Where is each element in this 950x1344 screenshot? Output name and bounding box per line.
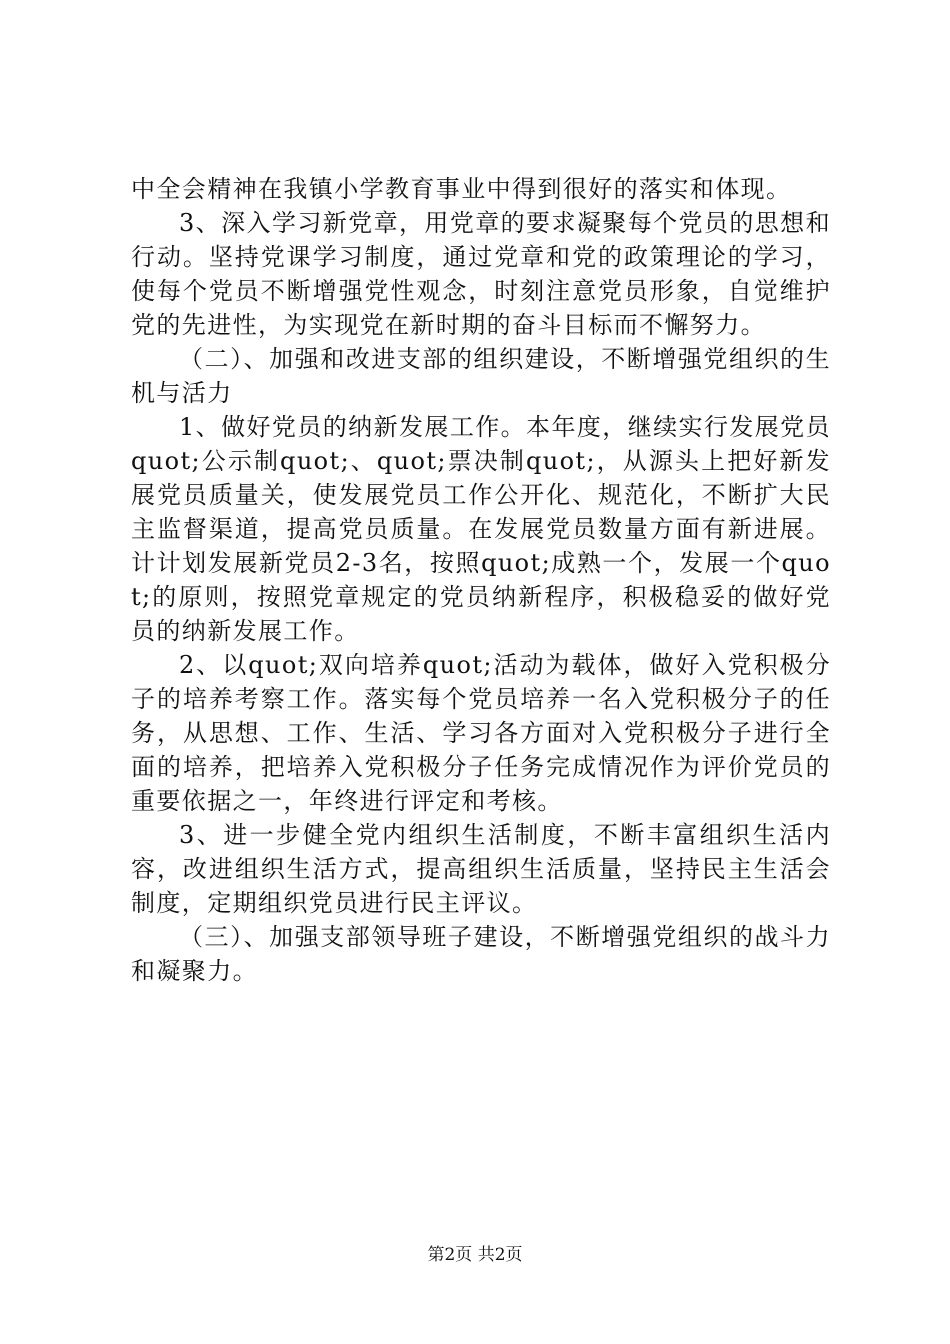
paragraph-item-3-party-constitution: 3、深入学习新党章，用党章的要求凝聚每个党员的思想和行动。坚持党课学习制度，通过党章和党的政策理论的学习，使每个党员不断增强党性观念，时刻注意党员形象，自觉维护党的先进性，为实现党在新时期的奋斗目标而不懈努力。 [131, 209, 831, 339]
paragraph-item-3-organization-life: 3、进一步健全党内组织生活制度，不断丰富组织生活内容，改进组织生活方式，提高组织生活质量，坚持民主生活会制度，定期组织党员进行民主评议。 [131, 821, 831, 917]
section-heading-3: （三）、加强支部领导班子建设，不断增强党组织的战斗力和凝聚力。 [131, 923, 831, 985]
section-heading-2: （二）、加强和改进支部的组织建设，不断增强党组织的生机与活力 [131, 345, 831, 407]
document-body [131, 172, 831, 988]
paragraph-continuation: 中全会精神在我镇小学教育事业中得到很好的落实和体现。 [131, 175, 792, 203]
page-number-footer: 第2页 共2页 [427, 1245, 523, 1265]
paragraph-item-1-member-recruitment: 1、做好党员的纳新发展工作。本年度，继续实行发展党员quot;公示制quot;、quot;票决制quot;，从源头上把好新发展党员质量关，使发展党员工作公开化、规范化，不断扩大民主监督渠道，提高党员质量。在发展党员数量方面有新进展。计计划发展新党员2-3名，按照quot;成熟一个，发展一个quot;的原则，按照党章规定的党员纳新程序，积极稳妥的做好党员的纳新发展工作。 [131, 413, 831, 645]
paragraph-item-2-activist-training: 2、以quot;双向培养quot;活动为载体，做好入党积极分子的培养考察工作。落实每个党员培养一名入党积极分子的任务，从思想、工作、生活、学习各方面对入党积极分子进行全面的培养，把培养入党积极分子任务完成情况作为评价党员的重要依据之一，年终进行评定和考核。 [131, 651, 831, 815]
